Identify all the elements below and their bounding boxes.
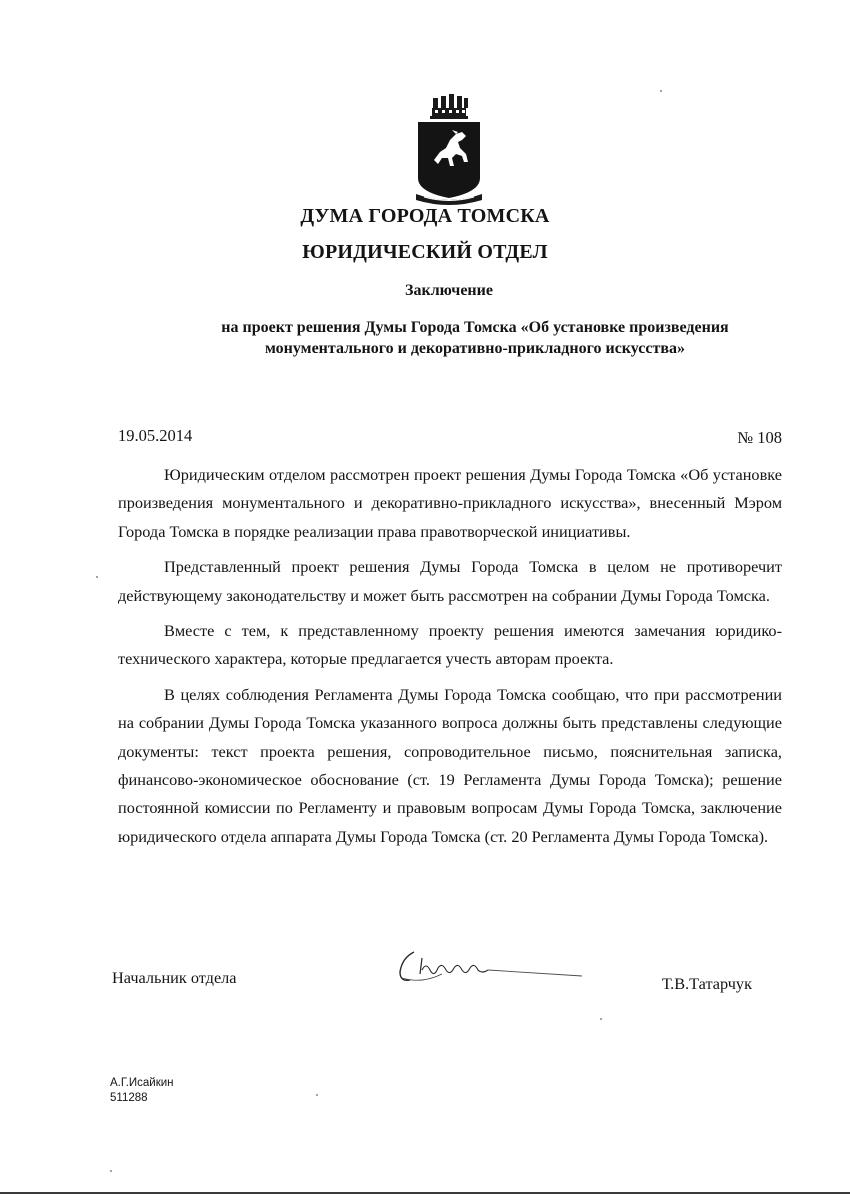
document-number: № 108 [737, 428, 782, 447]
body-paragraph: Юридическим отделом рассмотрен проект решения Думы Города Томска «Об установке произведения монументального и декоративно-прикладного искусства», внесенный Мэром Города Томска в порядке реализации права правотворческой инициативы. [118, 465, 782, 541]
subject-line: на проект решения Думы Города Томска «Об установке произведения [221, 319, 729, 336]
body-paragraph: Представленный проект решения Думы Города Томска в целом не противоречит действующему законодательству и может быть рассмотрен на собрании Думы Города Томска. [118, 557, 782, 605]
body-paragraph: Вместе с тем, к представленному проекту решения имеются замечания юридико-технического характера, которые предлагается учесть авторам проекта. [118, 621, 782, 669]
executor-info [110, 1076, 174, 1106]
subject-line: монументального и декоративно-прикладного искусства» [264, 340, 686, 357]
handwritten-signature-icon [392, 944, 592, 990]
tomsk-coat-of-arms-icon [412, 94, 486, 206]
executor-name: А.Г.Исайкин [110, 1077, 174, 1089]
scan-speck [110, 1170, 112, 1172]
signer-name: Т.В.Татарчук [661, 974, 752, 993]
scan-speck [660, 90, 662, 92]
body-paragraph: В целях соблюдения Регламента Думы Города Томска сообщаю, что при рассмотрении на собрании Думы Города Томска указанного вопроса должны быть представлены следующие документы: текст проекта решения, сопроводительное письмо, пояснительная записка, финансово-экономическое обоснование (ст. 19 Регламента Думы Города Томска); решение постоянной комиссии по Регламенту и правовым вопросам Думы Города Томска, заключение юридического отдела аппарата Думы Города Томска (ст. 20 Регламента Думы Города Томска). [118, 684, 782, 846]
department-name: ЮРИДИЧЕСКИЙ ОТДЕЛ [302, 241, 548, 263]
executor-phone: 511288 [110, 1092, 148, 1104]
organization-name: ДУМА ГОРОДА ТОМСКА [300, 205, 550, 227]
document-date: 19.05.2014 [118, 426, 193, 445]
scan-speck [316, 1094, 318, 1096]
document-title: Заключение [405, 282, 493, 299]
body-text [118, 461, 782, 858]
signer-position: Начальник отдела [112, 968, 237, 987]
scan-speck [96, 576, 98, 578]
document-subject [100, 317, 850, 359]
scan-bottom-edge [0, 1192, 850, 1194]
scan-speck [600, 1018, 602, 1020]
